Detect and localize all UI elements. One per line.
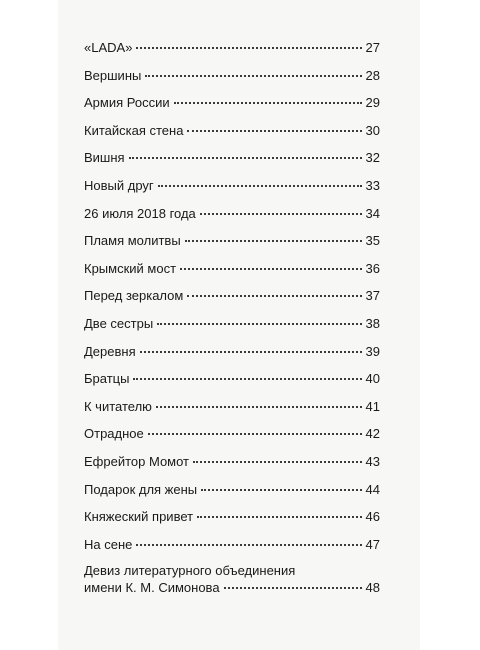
toc-title: Ефрейтор Момот xyxy=(84,453,190,469)
toc-page-number: 37 xyxy=(365,288,380,304)
dot-leader xyxy=(201,489,361,491)
dot-leader xyxy=(187,295,361,297)
toc-entry xyxy=(84,227,380,255)
toc-title: Вершины xyxy=(84,67,142,83)
toc-title: «LADA» xyxy=(84,40,133,55)
toc-entry xyxy=(84,338,380,366)
toc-entry xyxy=(84,255,380,283)
toc-entry xyxy=(84,420,380,448)
toc-entry xyxy=(84,448,380,476)
toc-page-number: 36 xyxy=(365,260,380,276)
dot-leader xyxy=(187,130,361,132)
page-margin-right xyxy=(420,0,480,650)
toc-title-line2: имени К. М. Симонова xyxy=(84,580,220,596)
page-margin-left xyxy=(0,0,58,650)
toc-title: Отрадное xyxy=(84,426,144,442)
toc-page-number: 27 xyxy=(365,40,380,55)
toc-page-number: 33 xyxy=(365,177,380,193)
dot-leader xyxy=(158,185,362,187)
toc-title: Княжеский привет xyxy=(84,509,194,525)
toc-title: К читателю xyxy=(84,398,152,414)
toc-entry xyxy=(84,531,380,559)
toc-page-number: 42 xyxy=(365,426,380,442)
toc-page-number: 38 xyxy=(365,315,380,331)
toc-title: Крымский мост xyxy=(84,260,177,276)
toc-title: Братцы xyxy=(84,371,130,387)
toc-entry xyxy=(84,476,380,504)
toc-page-number: 34 xyxy=(365,205,380,221)
toc-page-number: 47 xyxy=(365,536,380,552)
toc-page-number: 48 xyxy=(365,580,380,596)
toc-page-number: 44 xyxy=(365,481,380,497)
toc-entry xyxy=(84,89,380,117)
dot-leader xyxy=(193,461,362,463)
dot-leader xyxy=(136,544,361,546)
dot-leader xyxy=(140,351,362,353)
toc-title: Подарок для жены xyxy=(84,481,198,497)
toc-entry xyxy=(84,200,380,228)
toc-page-number: 29 xyxy=(365,95,380,111)
dot-leader xyxy=(148,433,362,435)
toc-entry xyxy=(84,144,380,172)
dot-leader xyxy=(136,47,361,49)
toc-title: Перед зеркалом xyxy=(84,288,184,304)
toc-entry xyxy=(84,34,380,62)
toc-page-number: 43 xyxy=(365,453,380,469)
toc-title: Новый друг xyxy=(84,177,154,193)
toc-entry xyxy=(84,365,380,393)
toc-title: На сене xyxy=(84,536,133,552)
dot-leader xyxy=(180,268,362,270)
toc-entry xyxy=(84,503,380,531)
dot-leader xyxy=(174,102,362,104)
toc-entry xyxy=(84,172,380,200)
toc-entry xyxy=(84,310,380,338)
dot-leader xyxy=(133,378,361,380)
toc-page-number: 46 xyxy=(365,509,380,525)
toc-title: 26 июля 2018 года xyxy=(84,205,196,221)
dot-leader xyxy=(145,75,361,77)
toc-title-line1: Девиз литературного объединения xyxy=(84,563,296,579)
toc-entry xyxy=(84,117,380,145)
table-of-contents xyxy=(84,34,380,602)
dot-leader xyxy=(200,213,362,215)
dot-leader xyxy=(185,240,362,242)
toc-page-number: 28 xyxy=(365,67,380,83)
toc-title: Деревня xyxy=(84,343,136,359)
toc-entry xyxy=(84,282,380,310)
toc-page-number: 30 xyxy=(365,122,380,138)
toc-entry xyxy=(84,393,380,421)
toc-title: Вишня xyxy=(84,150,125,166)
toc-title: Китайская стена xyxy=(84,122,184,138)
toc-page-number: 32 xyxy=(365,150,380,166)
dot-leader xyxy=(129,157,362,159)
toc-page-number: 35 xyxy=(365,233,380,249)
toc-title: Пламя молитвы xyxy=(84,233,181,249)
dot-leader xyxy=(156,406,362,408)
toc-entry xyxy=(84,62,380,90)
dot-leader xyxy=(224,587,362,589)
dot-leader xyxy=(197,516,361,518)
dot-leader xyxy=(157,323,361,325)
toc-title: Армия России xyxy=(84,95,170,111)
toc-page-number: 40 xyxy=(365,371,380,387)
toc-title: Две сестры xyxy=(84,315,154,331)
toc-entry-multiline xyxy=(84,558,380,602)
toc-page-number: 41 xyxy=(365,398,380,414)
toc-page-number: 39 xyxy=(365,343,380,359)
